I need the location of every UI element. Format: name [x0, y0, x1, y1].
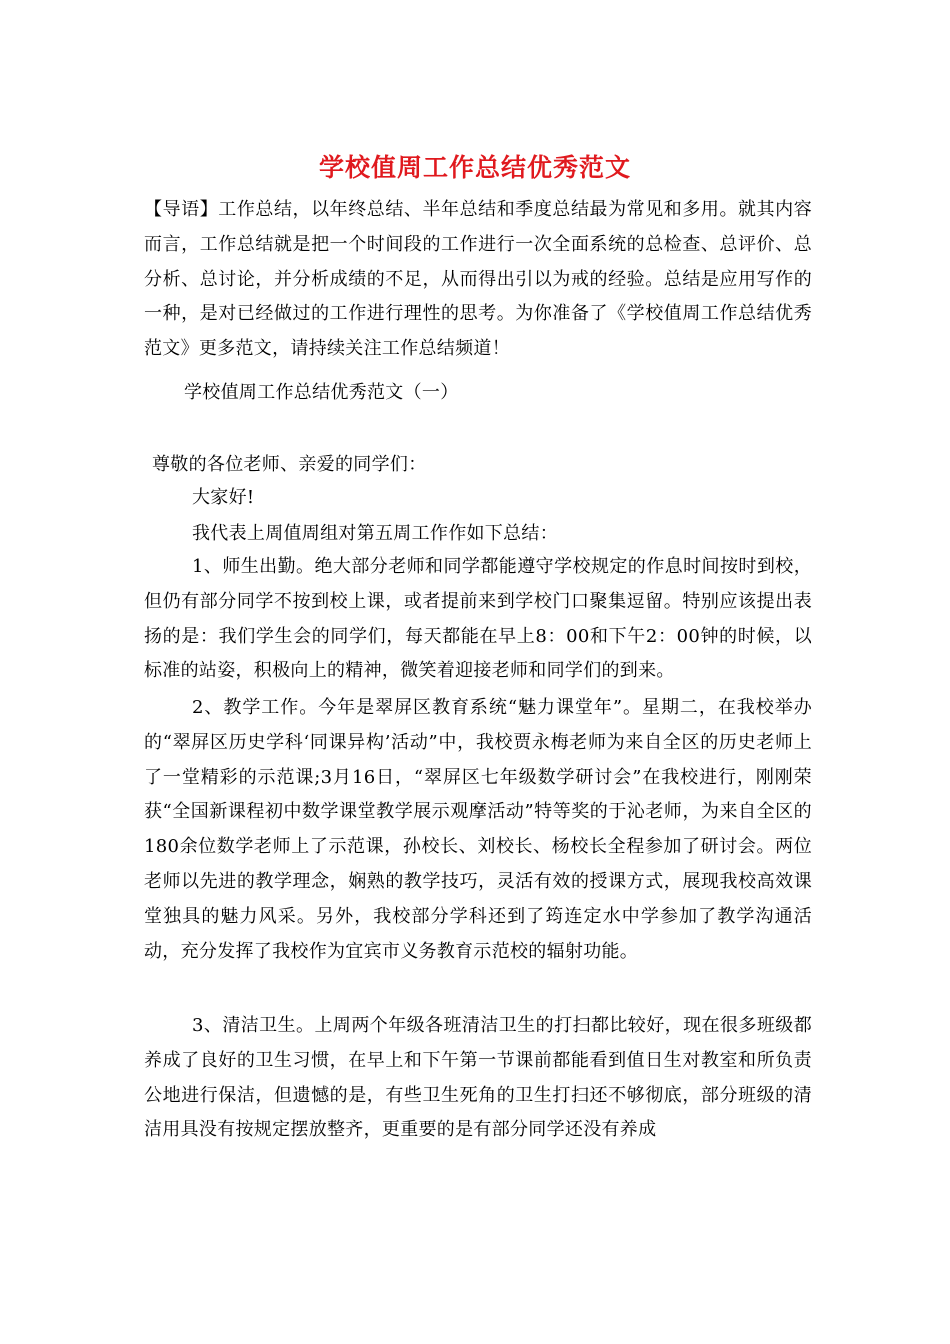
summary-item-cleaning: 3、清洁卫生。上周两个年级各班清洁卫生的打扫都比较好，现在很多班级都养成了良好的卫生习惯，在早上和下午第一节课前都能看到值日生对教室和所负责公地进行保洁，但遗憾的是，有些卫生死角的卫生打扫还不够彻底，部分班级的清洁用具没有按规定摆放整齐，更重要的是有部分同学还没有养成 — [144, 1015, 812, 1141]
intro-paragraph: 【导语】工作总结，以年终总结、半年总结和季度总结最为常见和多用。就其内容而言，工作总结就是把一个时间段的工作进行一次全面系统的总检查、总评价、总分析、总讨论，并分析成绩的不足，从而得出引以为戒的经验。总结是应用写作的一种，是对已经做过的工作进行理性的思考。为你准备了《学校值周工作总结优秀范文》更多范文，请持续关注工作总结频道！ — [144, 199, 812, 360]
hello-line: 大家好! — [192, 487, 255, 508]
summary-intro-line: 我代表上周值周组对第五周工作作如下总结： — [192, 523, 558, 544]
greeting-line: 尊敬的各位老师、亲爱的同学们： — [152, 454, 427, 475]
section-subheading: 学校值周工作总结优秀范文（一） — [184, 382, 459, 403]
summary-item-teaching: 2、教学工作。今年是翠屏区教育系统“魅力课堂年”。星期二，在我校举办的“翠屏区历史学科‘同课异构’活动”中，我校贾永梅老师为来自全区的历史老师上了一堂精彩的示范课;3月16日，“翠屏区七年级数学研讨会”在我校进行，刚刚荣获“全国新课程初中数学课堂教学展示观摩活动”特等奖的于沁老师，为来自全区的180余位数学老师上了示范课，孙校长、刘校长、杨校长全程参加了研讨会。两位老师以先进的教学理念，娴熟的教学技巧，灵活有效的授课方式，展现我校高效课堂独具的魅力风采。另外，我校部分学科还到了筠连定水中学参加了教学沟通活动，充分发挥了我校作为宜宾市义务教育示范校的辐射功能。 — [144, 697, 812, 962]
summary-item-attendance: 1、师生出勤。绝大部分老师和同学都能遵守学校规定的作息时间按时到校，但仍有部分同学不按到校上课，或者提前来到学校门口聚集逗留。特别应该提出表扬的是：我们学生会的同学们，每天都能在早上8：00和下午2：00钟的时候，以标准的站姿，积极向上的精神，微笑着迎接老师和同学们的到来。 — [144, 556, 812, 682]
document-title: 学校值周工作总结优秀范文 — [318, 153, 631, 182]
